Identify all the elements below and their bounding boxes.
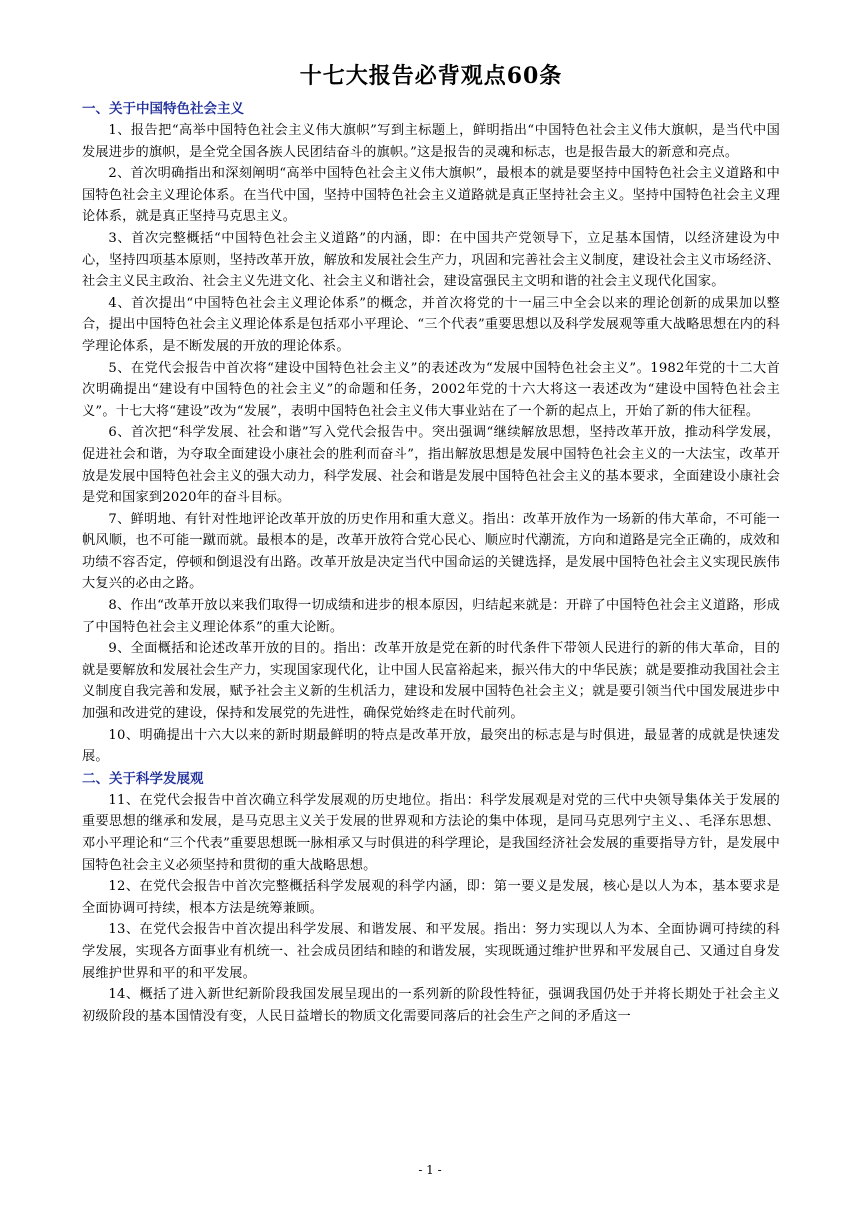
section-heading: 二、关于科学发展观	[82, 770, 204, 787]
paragraph-9: 9、全面概括和论述改革开放的目的。指出：改革开放是党在新的时代条件下带领人民进行的新的伟大革命，目的就是要解放和发展社会生产力，实现国家现代化，让中国人民富裕起来，振兴伟大的中华民族；就是要推动我国社会主义制度自我完善和发展，赋予社会主义新的生机活力，建设和发展中国特色社会主义；就是要引领当代中国发展进步中加强和改进党的建设，保持和发展党的先进性，确保党始终走在时代前列。	[82, 641, 780, 722]
paragraph-5: 5、在党代会报告中首次将“建设中国特色社会主义”的表述改为“发展中国特色社会主义”。1982年党的十二大首次明确提出“建设有中国特色的社会主义”的命题和任务，2002年党的十六大将这一表述改为“建设中国特色社会主义”。十七大将“建设”改为“发展”，表明中国特色社会主义伟大事业站在了一个新的起点上，开始了新的伟大征程。	[82, 360, 780, 419]
paragraph-2: 2、首次明确指出和深刻阐明“高举中国特色社会主义伟大旗帜”，最根本的就是要坚持中国特色社会主义道路和中国特色社会主义理论体系。在当代中国，坚持中国特色社会主义道路就是真正坚持社会主义。坚持中国特色社会主义理论体系，就是真正坚持马克思主义。	[82, 166, 780, 225]
paragraph-12: 12、在党代会报告中首次完整概括科学发展观的科学内涵，即：第一要义是发展，核心是以人为本，基本要求是全面协调可持续，根本方法是统筹兼顾。	[82, 879, 780, 916]
paragraph-6: 6、首次把“科学发展、社会和谐”写入党代会报告中。突出强调“继续解放思想，坚持改革开放，推动科学发展，促进社会和谐，为夺取全面建设小康社会的胜利而奋斗”，指出解放思想是发展中国特色社会主义的一大法宝，改革开放是发展中国特色社会主义的强大动力，科学发展、社会和谐是发展中国特色社会主义的基本要求，全面建设小康社会是党和国家到2020年的奋斗目标。	[82, 425, 780, 506]
section-1	[82, 98, 780, 768]
section-2	[82, 768, 780, 1028]
document-page	[82, 58, 780, 1027]
paragraph-14: 14、概括了进入新世纪新阶段我国发展呈现出的一系列新的阶段性特征，强调我国仍处于并将长期处于社会主义初级阶段的基本国情没有变，人民日益增长的物质文化需要同落后的社会生产之间的矛盾这一	[82, 987, 780, 1024]
page-number: - 1 -	[418, 1163, 442, 1177]
section-heading: 一、关于中国特色社会主义	[82, 101, 244, 117]
paragraph-1: 1、报告把“高举中国特色社会主义伟大旗帜”写到主标题上，鲜明指出“中国特色社会主义伟大旗帜，是当代中国发展进步的旗帜，是全党全国各族人民团结奋斗的旗帜。”这是报告的灵魂和标志，也是报告最大的新意和亮点。	[82, 123, 780, 160]
paragraph-4: 4、首次提出“中国特色社会主义理论体系”的概念，并首次将党的十一届三中全会以来的理论创新的成果加以整合，提出中国特色社会主义理论体系是包括邓小平理论、“三个代表”重要思想以及科学发展观等重大战略思想在内的科学理论体系，是不断发展的开放的理论体系。	[82, 295, 780, 354]
paragraph-8: 8、作出“改革开放以来我们取得一切成绩和进步的根本原因，归结起来就是：开辟了中国特色社会主义道路，形成了中国特色社会主义理论体系”的重大论断。	[82, 598, 780, 635]
paragraph-10: 10、明确提出十六大以来的新时期最鲜明的特点是改革开放，最突出的标志是与时俱进，最显著的成就是快速发展。	[82, 727, 780, 765]
paragraph-11: 11、在党代会报告中首次确立科学发展观的历史地位。指出：科学发展观是对党的三代中央领导集体关于发展的重要思想的继承和发展，是马克思主义关于发展的世界观和方法论的集中体现，是同马克思列宁主义、、毛泽东思想、邓小平理论和“三个代表”重要思想既一脉相承又与时俱进的科学理论，是我国经济社会发展的重要指导方针，是发展中国特色社会主义必须坚持和贯彻的重大战略思想。	[82, 792, 780, 873]
paragraph-3: 3、首次完整概括“中国特色社会主义道路”的内涵，即：在中国共产党领导下，立足基本国情，以经济建设为中心，坚持四项基本原则，坚持改革开放，解放和发展社会生产力，巩固和完善社会主义制度，建设社会主义市场经济、社会主义民主政治、社会主义先进文化、社会主义和谐社会，建设富强民主文明和谐的社会主义现代化国家。	[82, 230, 780, 290]
paragraph-7: 7、鲜明地、有针对性地评论改革开放的历史作用和重大意义。指出：改革开放作为一场新的伟大革命，不可能一帆风顺，也不可能一蹴而就。最根本的是，改革开放符合党心民心、顺应时代潮流，方向和道路是完全正确的，成效和功绩不容否定，停顿和倒退没有出路。改革开放是决定当代中国命运的关键选择，是发展中国特色社会主义实现民族伟大复兴的必由之路。	[82, 511, 780, 592]
paragraph-13: 13、在党代会报告中首次提出科学发展、和谐发展、和平发展。指出：努力实现以人为本、全面协调可持续的科学发展，实现各方面事业有机统一、社会成员团结和睦的和谐发展，实现既通过维护世界和平发展自己、又通过自身发展维护世界和平的和平发展。	[82, 922, 780, 981]
document-title: 十七大报告必背观点60条	[299, 63, 563, 89]
